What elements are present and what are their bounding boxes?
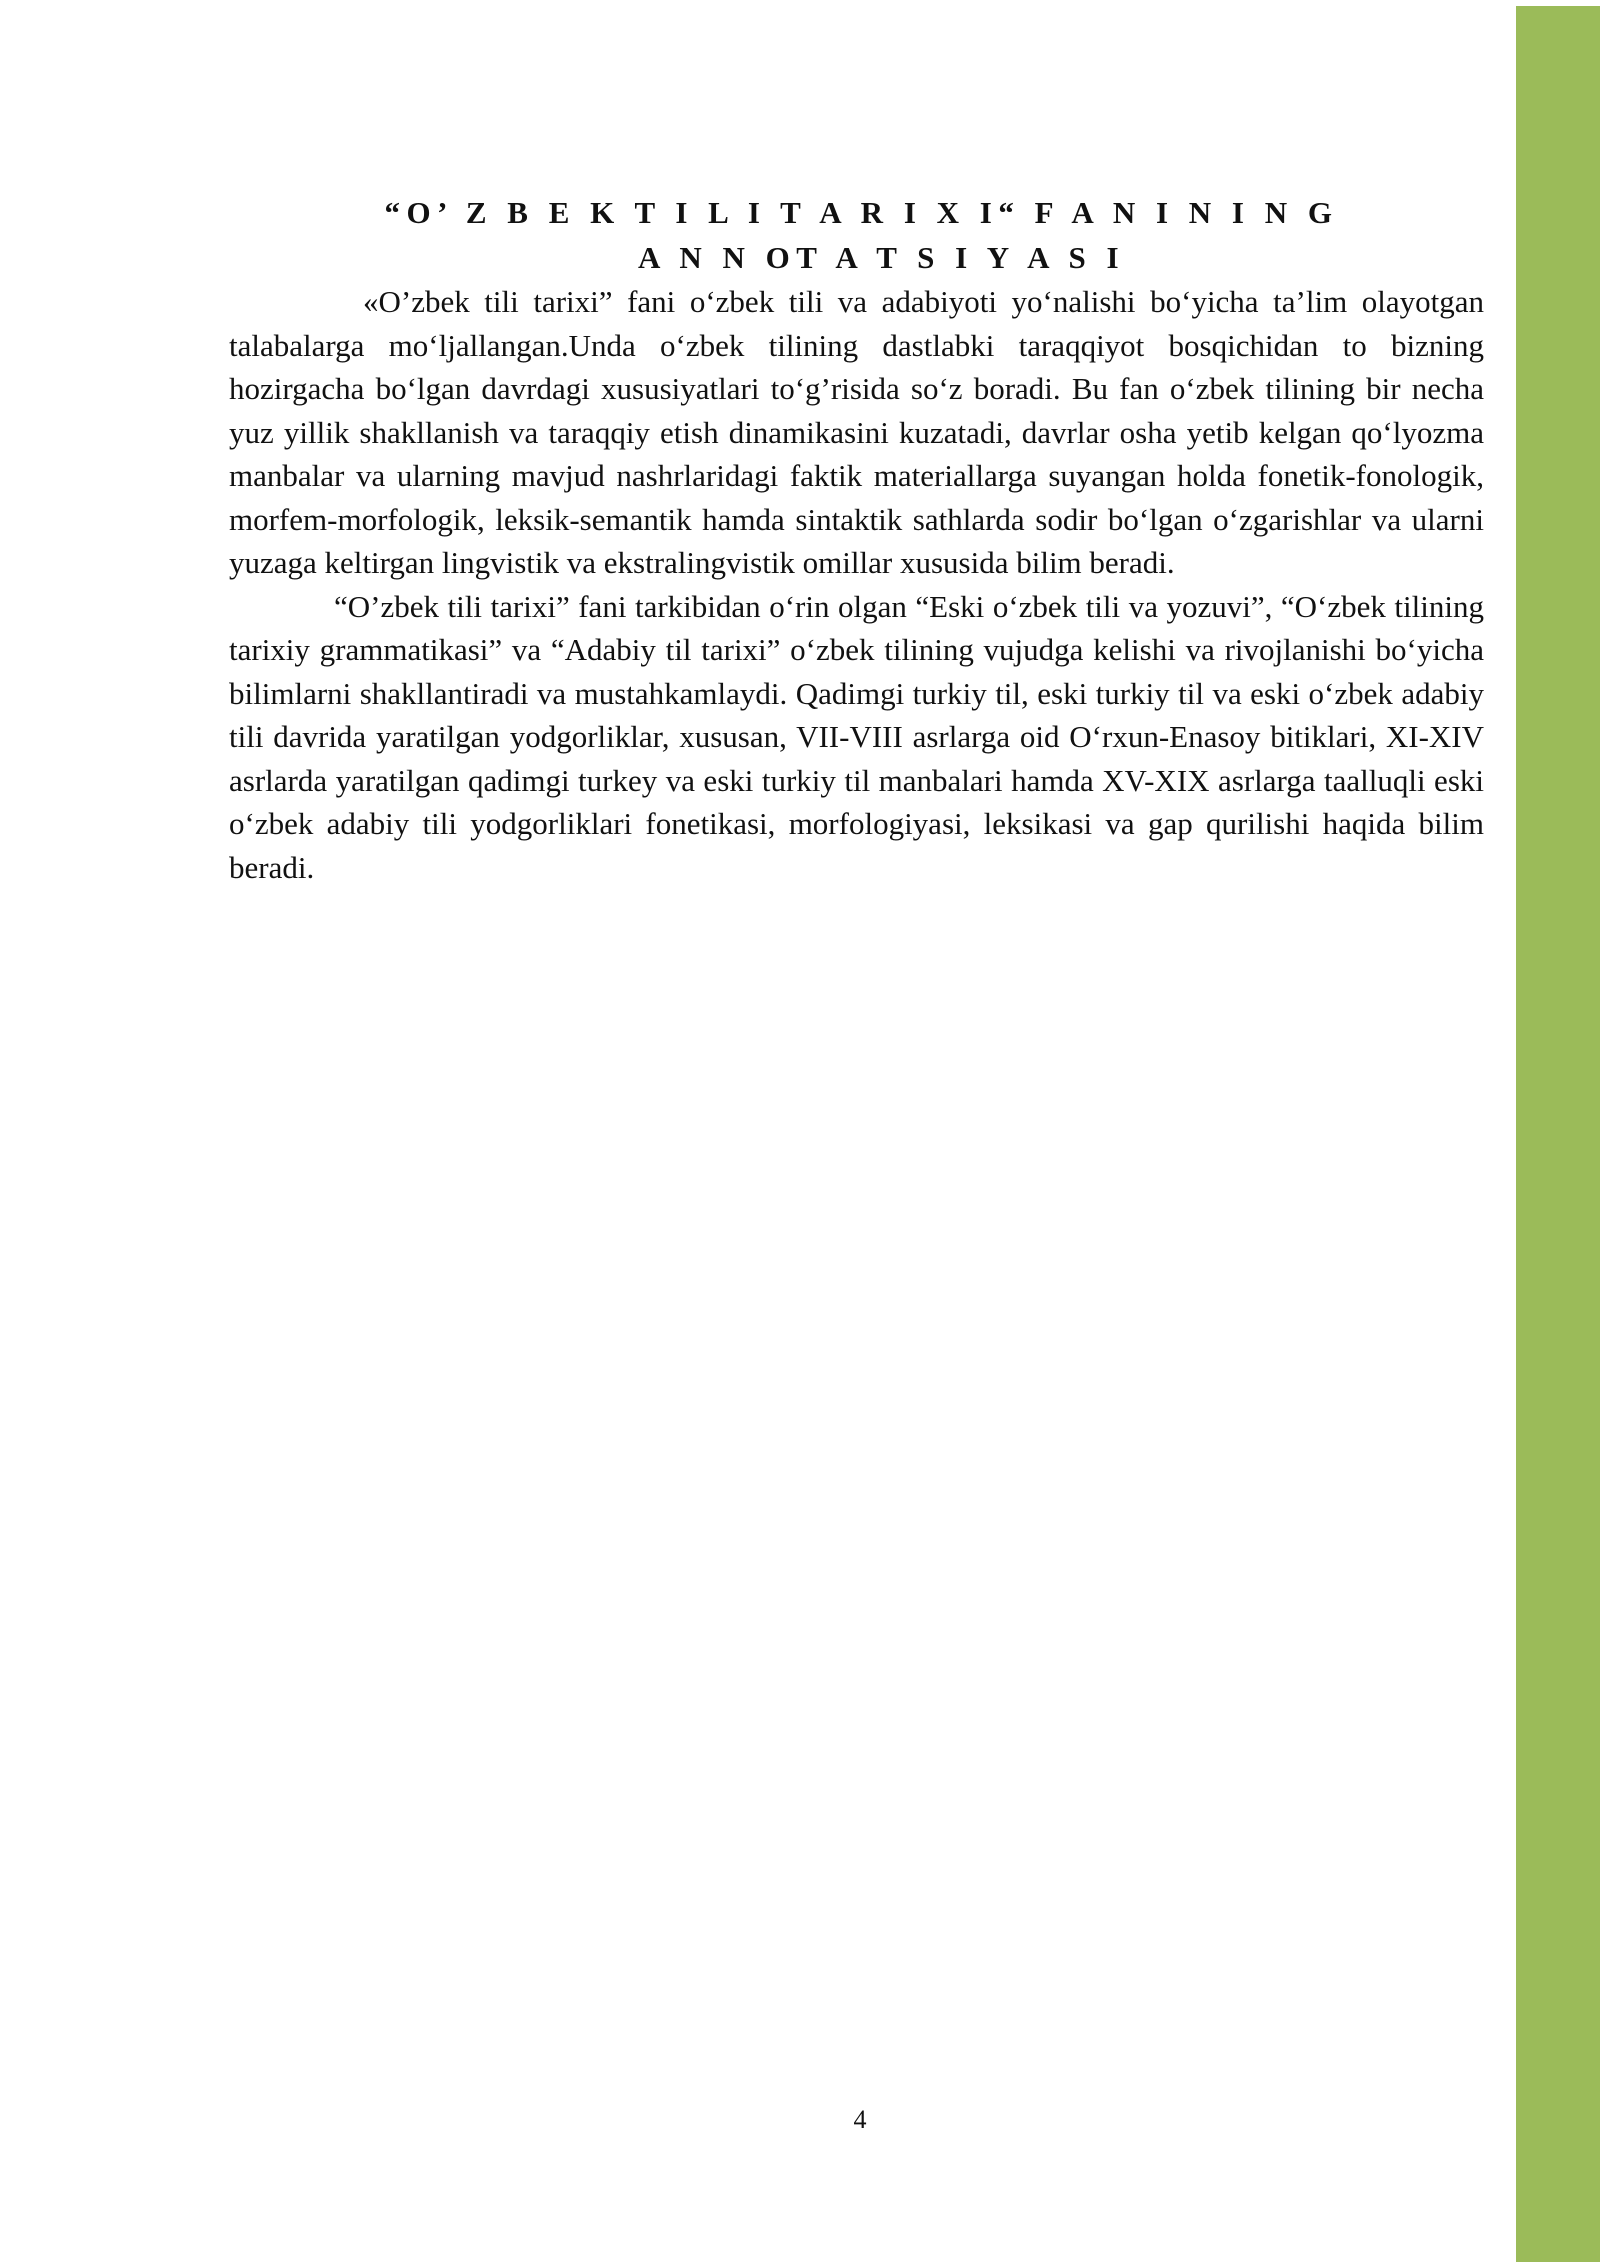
paragraph-2: “O’zbek tili tarixi” fani tarkibidan o‘rin olgan “Eski o‘zbek tili va yozuvi”, “O‘zbek tilining tarixiy grammatikasi” va “Adabiy til tarixi” o‘zbek tilining vujudga kelishi va rivojlanishi bo‘yicha bilimlarni shakllantiradi va mustahkamlaydi. Qadimgi turkiy til, eski turkiy til va eski o‘zbek adabiy tili davrida yaratilgan yodgorliklar, xususan, VII-VIII asrlarga oid O‘rxun-Enasoy bitiklari, XI-XIV asrlarda yaratilgan qadimgi turkey va eski turkiy til manbalari hamda XV-XIX asrlarga taalluqli eski o‘zbek adabiy tili yodgorliklari fonetikasi, morfologiyasi, leksikasi va gap qurilishi haqida bilim beradi. xyxy=(229,588,1484,885)
document-title xyxy=(229,190,1484,280)
paragraph-1: «O’zbek tili tarixi” fani o‘zbek tili va adabiyoti yo‘nalishi bo‘yicha ta’lim olayotgan talabalarga mo‘ljallangan.Unda o‘zbek tilining dastlabki taraqqiyot bosqichidan to bizning hozirgacha bo‘lgan davrdagi xususiyatlari to‘g’risida so‘z boradi. Bu fan o‘zbek tilining bir necha yuz yillik shakllanish va taraqqiy etish dinamikasini kuzatadi, davrlar osha yetib kelgan qo‘lyozma manbalar va ularning mavjud nashrlaridagi faktik materiallarga suyangan holda fonetik-fonologik, morfem-morfologik, leksik-semantik hamda sintaktik sathlarda sodir bo‘lgan o‘zgarishlar va ularni yuzaga keltirgan lingvistik va ekstralingvistik omillar xususida bilim beradi. xyxy=(229,284,1484,580)
document-body xyxy=(229,190,1484,889)
page-number: 4 xyxy=(853,2105,867,2134)
title-line-1: “O’ Z B E K T I L I T A R I X I“ F A N I N I N G xyxy=(384,195,1339,230)
decorative-side-bar xyxy=(1516,6,1600,2262)
title-line-2: A N N OT A T S I Y A S I xyxy=(637,240,1126,275)
